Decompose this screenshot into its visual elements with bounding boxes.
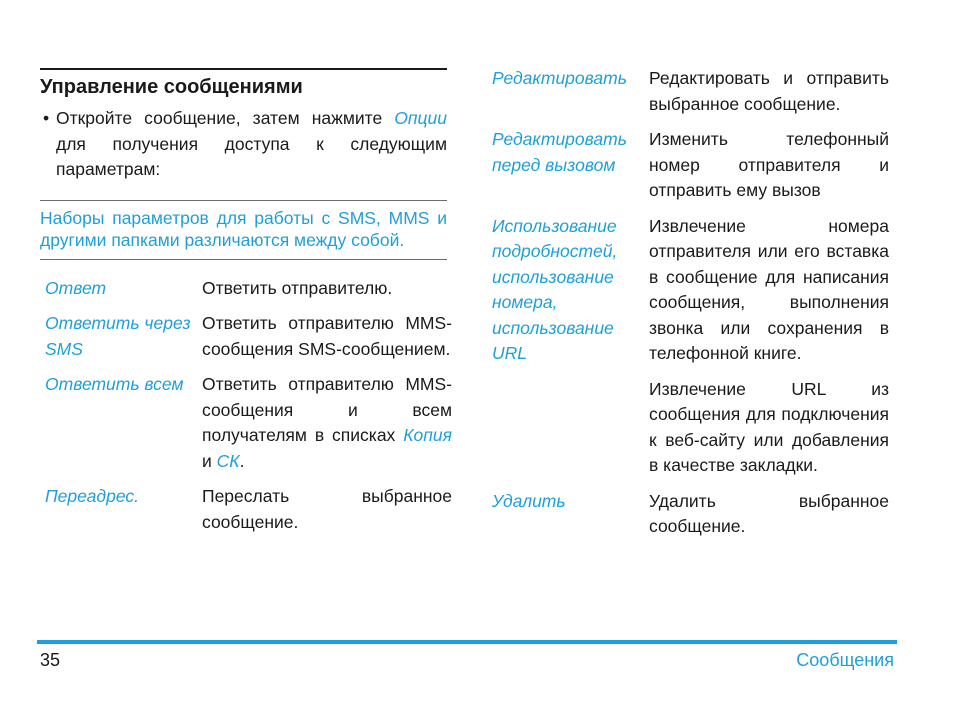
option-desc: Редактировать и отправить выбранное сообщение. (649, 68, 889, 114)
intro-paragraph (40, 106, 447, 183)
page-number: 35 (40, 650, 61, 670)
option-desc: Извлечение URL из сообщения для подключения к веб-сайту или добавления в качестве закладки. (649, 378, 889, 475)
right-options-table (492, 66, 889, 550)
right-column (492, 66, 889, 550)
option-desc: Переслать выбранное сообщение. (202, 486, 452, 532)
option-term (492, 377, 649, 489)
option-desc: Изменить телефонный номер отправителя и отправить ему вызов (649, 129, 889, 200)
option-row (492, 214, 889, 377)
section-heading: Управление сообщениями (40, 76, 303, 98)
option-term: Редактировать перед вызовом (492, 129, 627, 175)
option-desc: Ответить отправителю MMS-сообщения SMS-сообщением. (202, 313, 452, 359)
option-row (492, 489, 889, 550)
option-row (492, 377, 889, 489)
option-desc-text: Ответить отправителю MMS-сообщения и всем получателям в списках (202, 374, 452, 445)
left-column (40, 68, 452, 545)
option-row (492, 66, 889, 127)
option-row (45, 484, 452, 545)
and-text: и (202, 450, 212, 471)
option-row (492, 127, 889, 214)
period-text: . (239, 450, 245, 471)
note-rule-bottom (40, 259, 447, 260)
footer-section-title: Сообщения (796, 650, 894, 670)
option-term: Редактировать (492, 68, 627, 88)
footer-bar (37, 640, 897, 644)
intro-text-after: для получения доступа к следующим параметрам: (56, 133, 447, 179)
option-desc: Ответить отправителю. (202, 277, 393, 298)
option-desc: Удалить выбранное сообщение. (649, 490, 889, 536)
options-link: Опции (394, 108, 447, 128)
option-desc: Извлечение номера отправителя или его вставка в сообщение для написания сообщения, выполнения звонка или сохранения в телефонной книге. (649, 215, 889, 363)
option-row (45, 311, 452, 372)
bcc-link: СК (216, 450, 240, 471)
option-term: Удалить (492, 490, 566, 511)
option-term: Ответ (45, 277, 107, 298)
heading-rule (40, 68, 447, 70)
option-desc (202, 372, 452, 484)
option-row (45, 372, 452, 484)
option-term: Ответить всем (45, 374, 184, 394)
note-text: Наборы параметров для работы с SMS, MMS и другими папками различаются между собой. (40, 207, 447, 250)
option-term: Ответить через SMS (45, 313, 191, 359)
option-term: Использование подробностей, использование номера, использование URL (492, 215, 618, 363)
left-options-table (45, 276, 452, 546)
option-term: Переадрес. (45, 486, 139, 506)
bullet-icon: • (43, 108, 50, 128)
option-row (45, 276, 452, 312)
intro-text-before: Откройте сообщение, затем нажмите (56, 108, 383, 128)
copy-link: Копия (403, 425, 452, 445)
